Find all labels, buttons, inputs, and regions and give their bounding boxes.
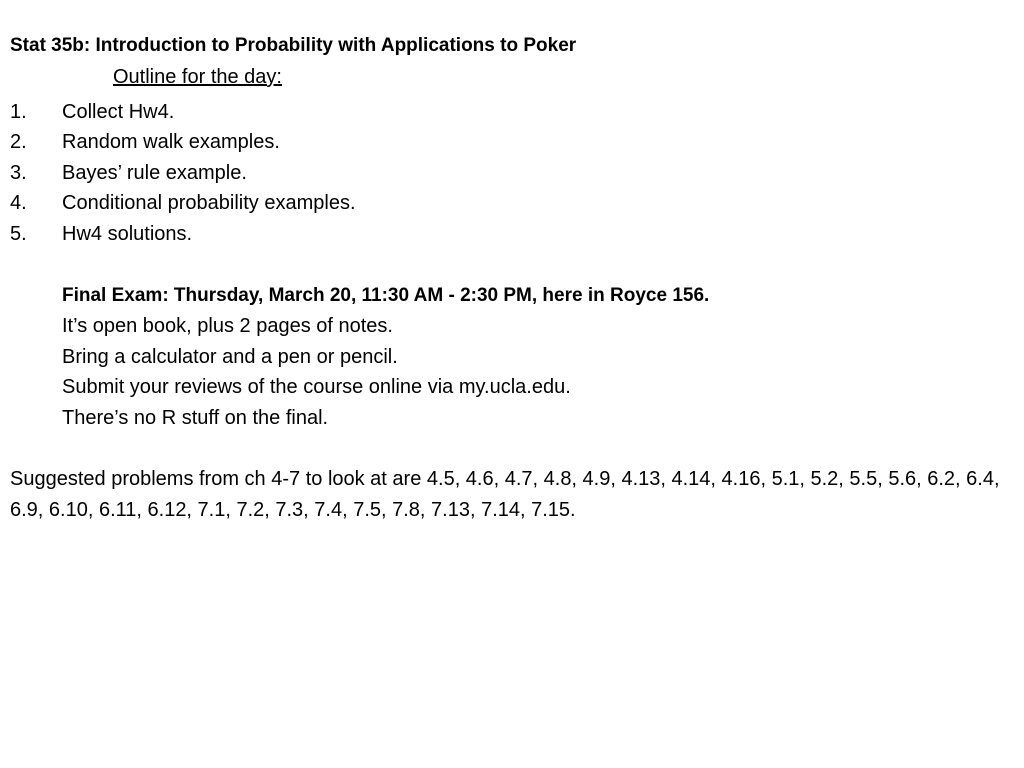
outline-item [10, 189, 356, 220]
exam-note: It’s open book, plus 2 pages of notes. [62, 315, 393, 338]
exam-note: Bring a calculator and a pen or pencil. [62, 345, 398, 368]
outline-item-number: 2. [10, 131, 27, 154]
outline-item-number: 1. [10, 100, 27, 123]
exam-note: Submit your reviews of the course online via my.ucla.edu. [62, 376, 571, 399]
outline-item-number: 5. [10, 222, 27, 245]
outline-item [10, 97, 356, 128]
outline-item [10, 128, 356, 159]
outline-item-text: Conditional probability examples. [62, 192, 356, 215]
outline-item [10, 158, 356, 189]
outline-item-text: Hw4 solutions. [62, 222, 193, 245]
outline-item-number: 4. [10, 192, 27, 215]
outline-item-text: Random walk examples. [62, 131, 280, 154]
exam-notes [62, 281, 709, 434]
outline-item-text: Bayes’ rule example. [62, 161, 247, 184]
outline-heading: Outline for the day: [113, 66, 282, 88]
outline-item [10, 219, 356, 250]
outline-item-text: Collect Hw4. [62, 100, 175, 123]
outline-item-number: 3. [10, 161, 27, 184]
final-exam-info: Final Exam: Thursday, March 20, 11:30 AM - 2:30 PM, here in Royce 156. [62, 285, 710, 307]
outline-list [10, 97, 356, 250]
exam-note: There’s no R stuff on the final. [62, 406, 329, 429]
slide-title: Stat 35b: Introduction to Probability with Applications to Poker [10, 35, 577, 56]
suggested-problems: Suggested problems from ch 4-7 to look at are 4.5, 4.6, 4.7, 4.8, 4.9, 4.13, 4.14, 4.16, 5.1, 5.2, 5.5, 5.6, 6.2, 6.4, 6.9, 6.10, 6.11, 6.12, 7.1, 7.2, 7.3, 7.4, 7.5, 7.8, 7.13, 7.14, 7.15. [10, 468, 1000, 521]
